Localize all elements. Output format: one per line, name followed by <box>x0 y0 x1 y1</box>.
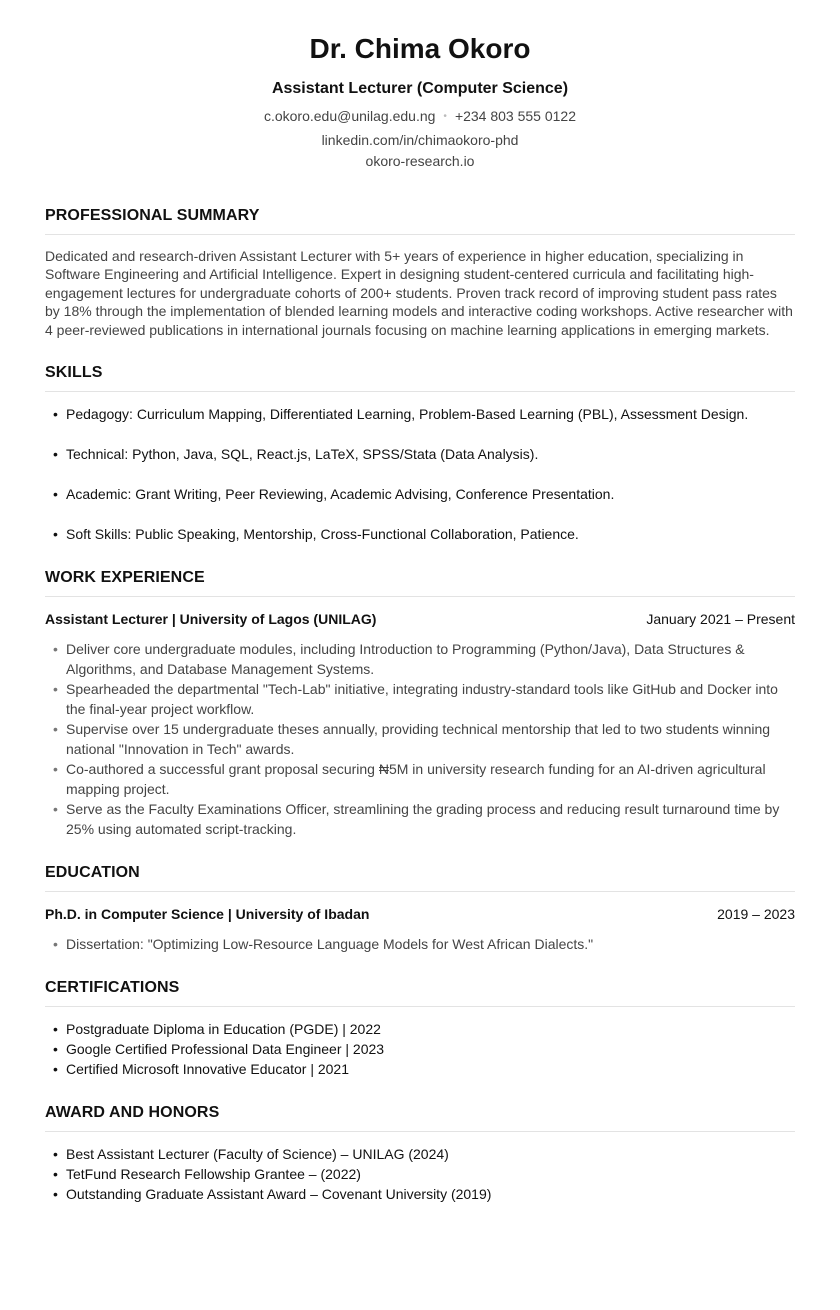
education-entry-header <box>45 904 795 924</box>
experience-dates: January 2021 – Present <box>646 611 795 628</box>
experience-bullet: • Supervise over 15 undergraduate theses annually, providing technical mentorship that led to two students winning national "Innovation in Tech" awards. <box>45 719 795 759</box>
education-degree: Ph.D. in Computer Science | University of Ibadan <box>45 906 370 923</box>
certifications-heading: CERTIFICATIONS <box>45 977 795 1007</box>
resume-header <box>45 0 795 173</box>
experience-bullet: • Spearheaded the departmental "Tech-Lab" initiative, integrating industry-standard tools like GitHub and Docker into the final-year project workflow. <box>45 679 795 719</box>
contact-info <box>45 106 795 173</box>
contact-separator: • <box>443 111 447 122</box>
awards-section <box>45 1102 795 1204</box>
linkedin-link[interactable]: linkedin.com/in/chimaokoro-phd <box>321 131 519 148</box>
certification-item: • Postgraduate Diploma in Education (PGDE) | 2022 <box>45 1019 795 1039</box>
email-link[interactable]: c.okoro.edu@unilag.edu.ng <box>263 108 436 124</box>
skill-item: • Pedagogy: Curriculum Mapping, Differentiated Learning, Problem-Based Learning (PBL), Assessment Design. <box>45 404 795 424</box>
experience-section <box>45 567 795 839</box>
experience-bullets <box>45 639 795 839</box>
experience-bullet: • Serve as the Faculty Examinations Officer, streamlining the grading process and reducing result turnaround time by 25% using automated script-tracking. <box>45 799 795 839</box>
experience-heading: WORK EXPERIENCE <box>45 567 795 597</box>
experience-role: Assistant Lecturer | University of Lagos (UNILAG) <box>45 611 377 628</box>
experience-bullet: • Co-authored a successful grant proposal securing ₦5M in university research funding for an AI-driven agricultural mapping project. <box>45 759 795 799</box>
certification-item: • Certified Microsoft Innovative Educator | 2021 <box>45 1059 795 1079</box>
experience-bullet: • Deliver core undergraduate modules, including Introduction to Programming (Python/Java), Data Structures & Algorithms, and Database Management Systems. <box>45 639 795 679</box>
skills-list <box>45 404 795 544</box>
award-item: • Best Assistant Lecturer (Faculty of Science) – UNILAG (2024) <box>45 1144 795 1164</box>
job-title: Assistant Lecturer (Computer Science) <box>271 80 569 97</box>
skills-heading: SKILLS <box>45 362 795 392</box>
education-section <box>45 862 795 954</box>
skills-section <box>45 362 795 544</box>
awards-list <box>45 1144 795 1204</box>
certifications-list <box>45 1019 795 1079</box>
education-bullet: • Dissertation: "Optimizing Low-Resource Language Models for West African Dialects." <box>45 934 795 954</box>
experience-entry-header <box>45 609 795 629</box>
certification-item: • Google Certified Professional Data Engineer | 2023 <box>45 1039 795 1059</box>
skill-item: • Academic: Grant Writing, Peer Reviewing, Academic Advising, Conference Presentation. <box>45 484 795 504</box>
awards-heading: AWARD AND HONORS <box>45 1102 795 1132</box>
award-item: • TetFund Research Fellowship Grantee – (2022) <box>45 1164 795 1184</box>
contact-line-1 <box>45 106 795 130</box>
certifications-section <box>45 977 795 1079</box>
phone-number: +234 803 555 0122 <box>454 108 577 124</box>
summary-heading: PROFESSIONAL SUMMARY <box>45 205 795 235</box>
skill-item: • Technical: Python, Java, SQL, React.js, LaTeX, SPSS/Stata (Data Analysis). <box>45 444 795 464</box>
education-bullets <box>45 934 795 954</box>
skill-item: • Soft Skills: Public Speaking, Mentorship, Cross-Functional Collaboration, Patience. <box>45 524 795 544</box>
education-heading: EDUCATION <box>45 862 795 892</box>
award-item: • Outstanding Graduate Assistant Award – Covenant University (2019) <box>45 1184 795 1204</box>
website-link[interactable]: okoro-research.io <box>365 153 475 169</box>
candidate-name: Dr. Chima Okoro <box>309 33 531 64</box>
education-dates: 2019 – 2023 <box>717 906 795 923</box>
summary-text: Dedicated and research-driven Assistant Lecturer with 5+ years of experience in higher education, specializing in Software Engineering and Artificial Intelligence. Expert in designing student-centered curricula and facilitating high-engagement lectures for undergraduate cohorts of 200+ students. Proven track record of improving student pass rates by 18% through the implementation of blended learning models and interactive coding workshops. Active researcher with 4 peer-reviewed publications in international journals focusing on machine learning applications in emerging markets. <box>45 247 793 338</box>
summary-section <box>45 205 795 340</box>
